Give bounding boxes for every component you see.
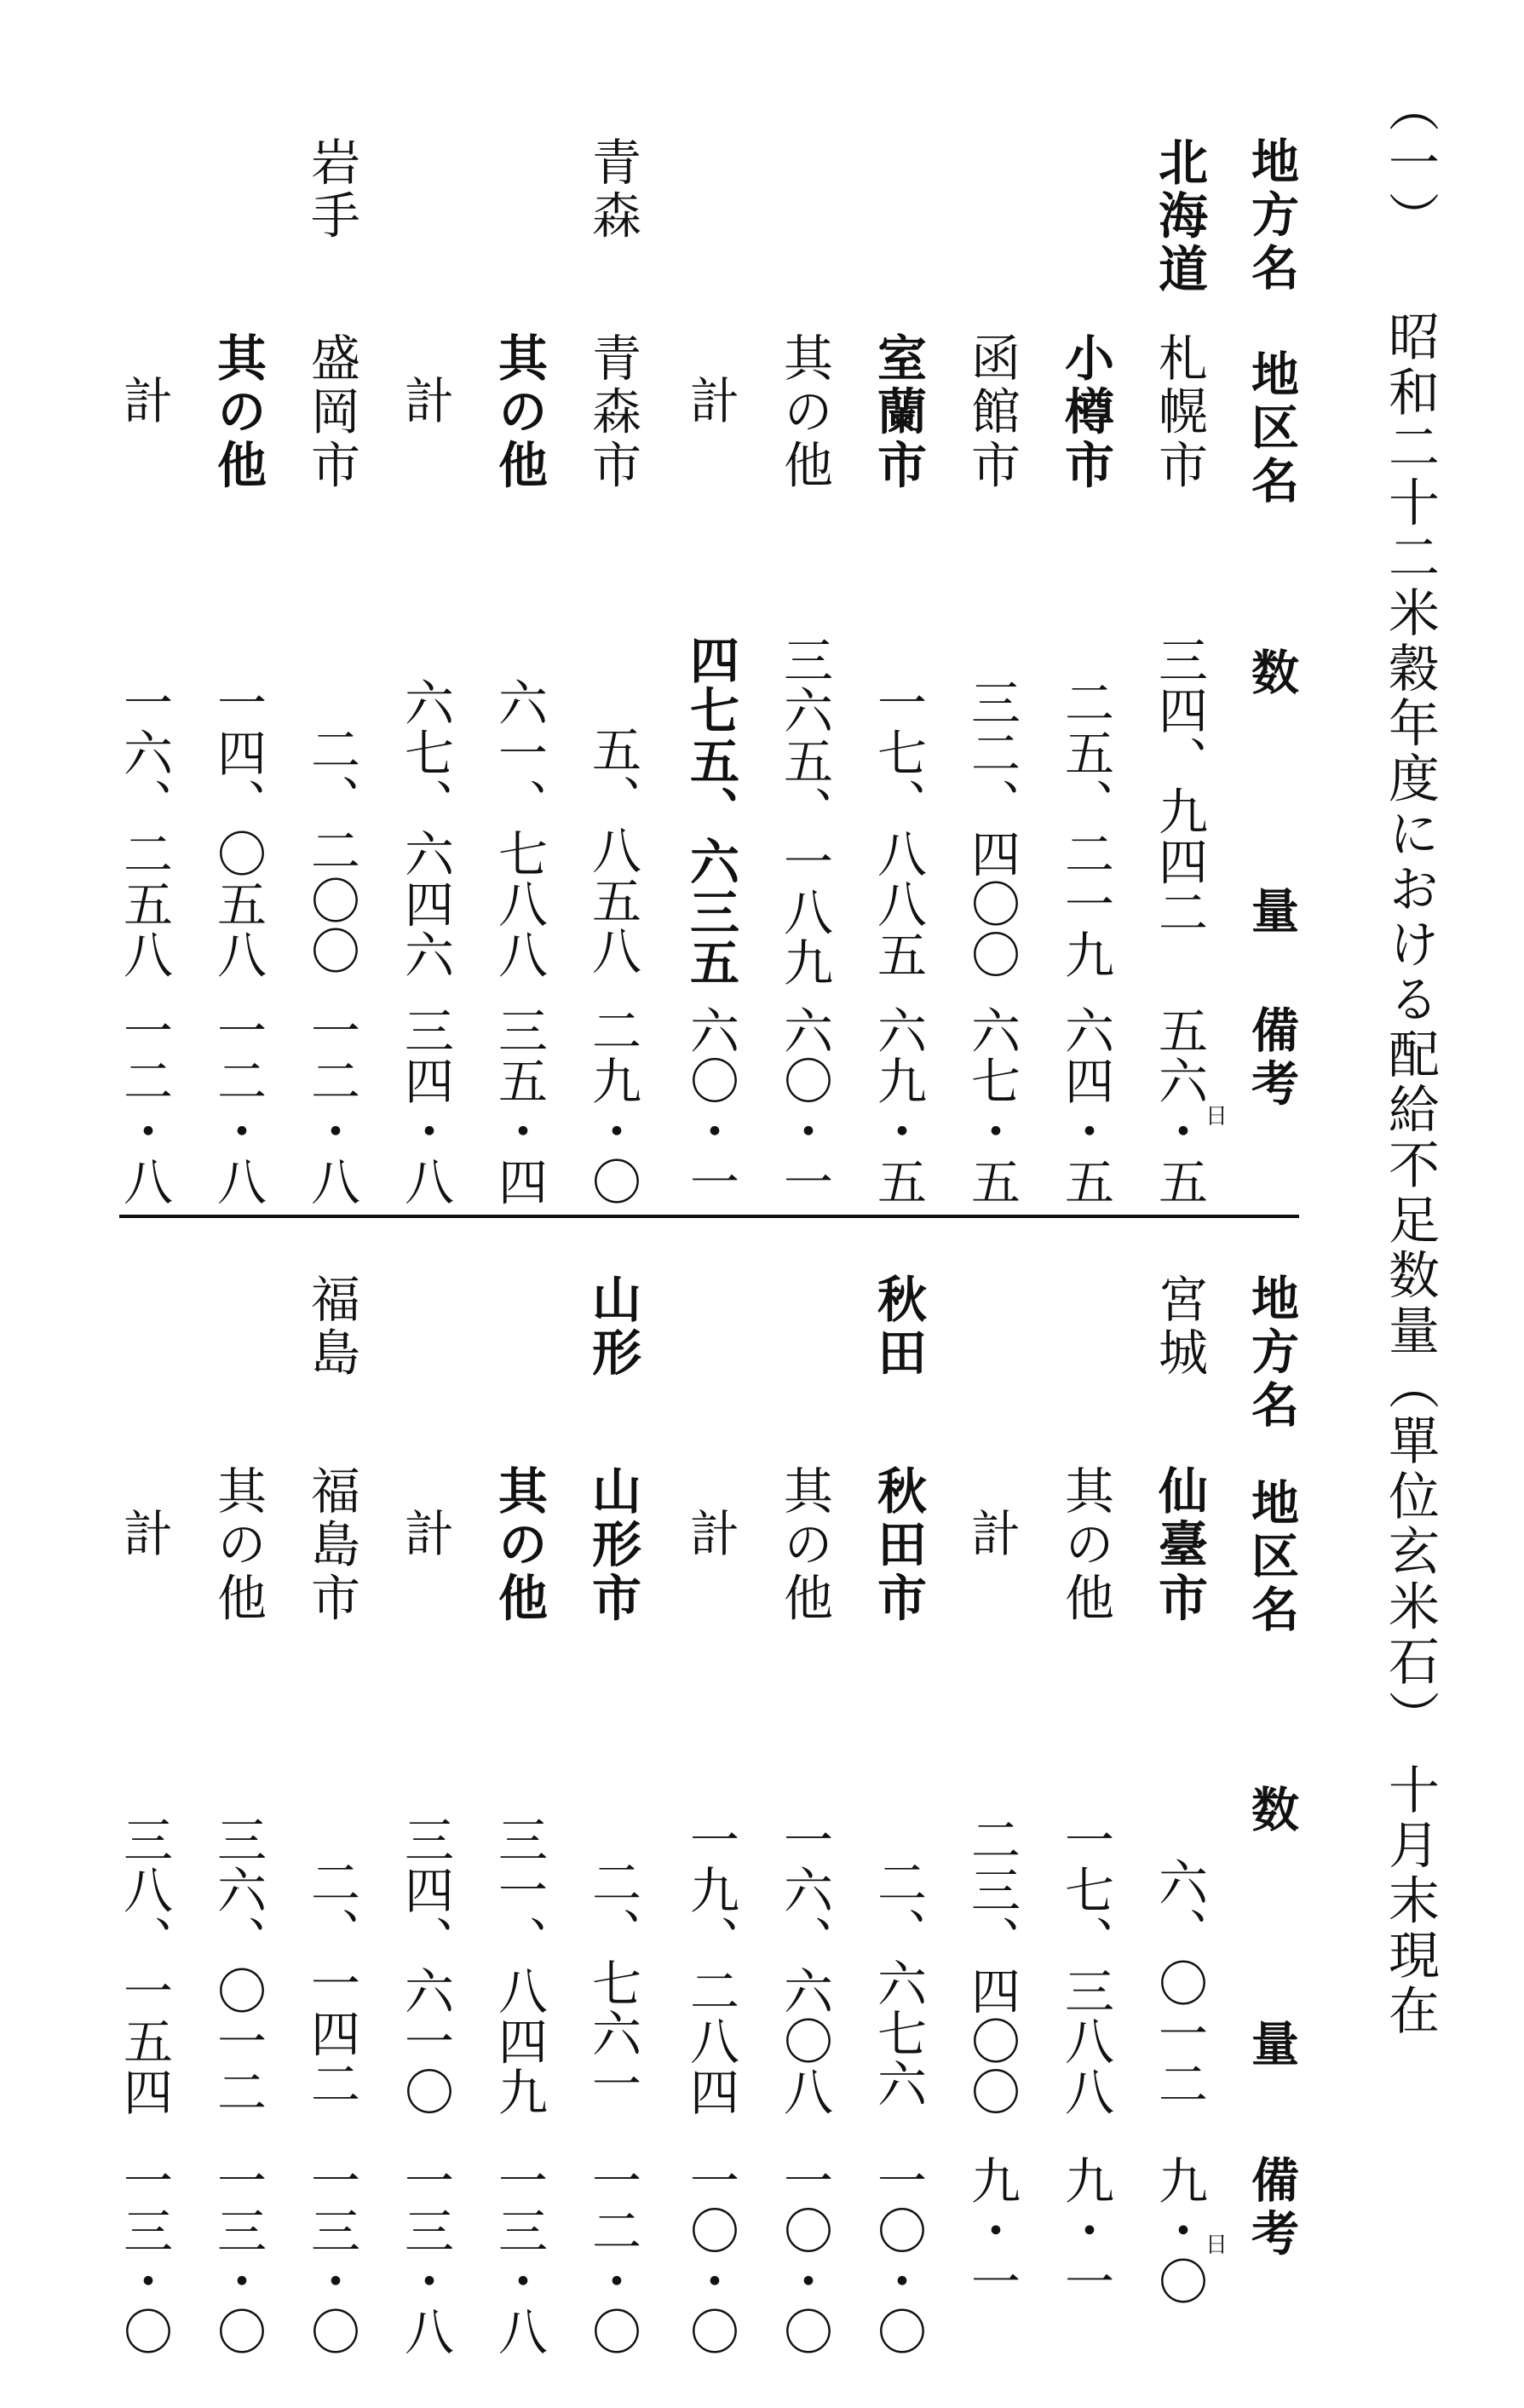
quantity-value: 一九、二八四 xyxy=(681,1814,739,2117)
remark-value: 一二・八 xyxy=(302,1005,360,1207)
quantity-header-1: 数 xyxy=(1244,1784,1300,1838)
unit-mark: 日 xyxy=(1205,1104,1228,1129)
district-name: 山形市 xyxy=(584,1465,641,1625)
region-name: 宮城 xyxy=(1150,1273,1208,1381)
quantity-value: 四七五、六三五 xyxy=(681,635,739,988)
quantity-value: 三四、九四二 xyxy=(1150,635,1208,937)
quantity-value: 一六、二五八 xyxy=(115,677,173,980)
district-name: 仙臺市 xyxy=(1150,1465,1208,1625)
quantity-value: 三二、四〇〇 xyxy=(963,677,1021,980)
district-name: 其の他 xyxy=(490,332,548,492)
district-header: 地区名 xyxy=(1244,349,1300,510)
region-name: 秋田 xyxy=(869,1273,927,1381)
remark-value: 一三・〇 xyxy=(302,2155,360,2357)
district-name: 函館市 xyxy=(963,332,1021,492)
quantity-value: 二、六七六 xyxy=(869,1857,927,2109)
quantity-value: 一四、〇五八 xyxy=(209,677,267,980)
quantity-value: 六一、七八八 xyxy=(490,677,548,980)
district-name: 小樽市 xyxy=(1056,332,1114,492)
region-name: 岩手 xyxy=(302,136,360,244)
quantity-value: 二三、四〇〇 xyxy=(963,1814,1021,2117)
remark-value: 一三・八 xyxy=(490,2155,548,2357)
remark-value: 六七・五 xyxy=(963,1005,1021,1207)
remark-value: 一二・〇 xyxy=(584,2155,641,2357)
remark-value: 九・〇 xyxy=(1150,2155,1208,2307)
quantity-value: 五、八五八 xyxy=(584,724,641,976)
remark-value: 五六・五 xyxy=(1150,1005,1208,1207)
district-name: 青森市 xyxy=(584,332,641,492)
remark-value: 一三・八 xyxy=(396,2155,454,2357)
region-name: 青森 xyxy=(584,136,641,244)
remark-value: 九・一 xyxy=(963,2155,1021,2307)
remark-value: 三四・八 xyxy=(396,1005,454,1207)
date-note: 十月末現在 xyxy=(1380,1763,1440,2039)
district-name: 其の他 xyxy=(775,1465,833,1625)
quantity-value: 三一、八四九 xyxy=(490,1814,548,2117)
quantity-value: 一六、六〇八 xyxy=(775,1814,833,2117)
district-name: 盛岡市 xyxy=(302,332,360,492)
remark-value: 一三・〇 xyxy=(209,2155,267,2357)
remark-value: 六九・五 xyxy=(869,1005,927,1207)
region-name: 福島 xyxy=(302,1273,360,1381)
total-label: 計 xyxy=(396,1508,454,1561)
district-name: 其の他 xyxy=(209,1465,267,1625)
remark-value: 六四・五 xyxy=(1056,1005,1114,1207)
district-name: 秋田市 xyxy=(869,1465,927,1625)
remarks-header: 備考 xyxy=(1244,2155,1300,2262)
quantity-value: 二、一四二 xyxy=(302,1857,360,2109)
region-header: 地方名 xyxy=(1244,1273,1300,1434)
quantity-value: 六七、六四六 xyxy=(396,677,454,980)
remark-value: 六〇・一 xyxy=(775,1005,833,1207)
quantity-value: 二、七六一 xyxy=(584,1857,641,2109)
quantity-header-2: 量 xyxy=(1244,886,1300,940)
total-label: 計 xyxy=(115,1508,173,1561)
district-name: 福島市 xyxy=(302,1465,360,1625)
district-name: 其の他 xyxy=(1056,1465,1114,1625)
remark-value: 一二・八 xyxy=(209,1005,267,1207)
remark-value: 一〇・〇 xyxy=(775,2155,833,2357)
quantity-value: 三八、一五四 xyxy=(115,1814,173,2117)
total-label: 計 xyxy=(681,375,739,428)
remark-value: 六〇・一 xyxy=(681,1005,739,1207)
district-name: 其の他 xyxy=(490,1465,548,1625)
quantity-value: 一七、三八八 xyxy=(1056,1814,1114,2117)
region-name: 山形 xyxy=(584,1273,641,1381)
region-header: 地方名 xyxy=(1244,136,1300,297)
total-label: 計 xyxy=(396,375,454,428)
unit-mark: 日 xyxy=(1205,2233,1228,2258)
remark-value: 一〇・〇 xyxy=(869,2155,927,2357)
remark-value: 九・一 xyxy=(1056,2155,1114,2307)
section-divider xyxy=(119,1215,1299,1218)
district-name: 其の他 xyxy=(209,332,267,492)
remark-value: 三五・四 xyxy=(490,1005,548,1207)
remark-value: 二九・〇 xyxy=(584,1005,641,1207)
total-label: 計 xyxy=(115,375,173,428)
quantity-value: 三四、六一〇 xyxy=(396,1814,454,2117)
remark-value: 一二・八 xyxy=(115,1005,173,1207)
quantity-header-1: 数 xyxy=(1244,647,1300,701)
remark-value: 一〇・〇 xyxy=(681,2155,739,2357)
table-title: （一） 昭和二十二米穀年度における配給不足数量（單位玄米石） xyxy=(1380,81,1440,1745)
district-name: 札幌市 xyxy=(1150,332,1208,492)
remarks-header: 備考 xyxy=(1244,1005,1300,1112)
total-label: 計 xyxy=(681,1508,739,1561)
quantity-value: 二、二〇〇 xyxy=(302,724,360,976)
district-name: 其の他 xyxy=(775,332,833,492)
quantity-value: 三六、〇一二 xyxy=(209,1814,267,2117)
quantity-value: 三六五、一八九 xyxy=(775,635,833,988)
district-header: 地区名 xyxy=(1244,1478,1300,1639)
total-label: 計 xyxy=(963,1508,1021,1561)
region-name: 北海道 xyxy=(1150,136,1208,296)
quantity-value: 六、〇一二 xyxy=(1150,1857,1208,2109)
remark-value: 一三・〇 xyxy=(115,2155,173,2357)
quantity-header-2: 量 xyxy=(1244,2019,1300,2072)
district-name: 室蘭市 xyxy=(869,332,927,492)
quantity-value: 二五、二一九 xyxy=(1056,677,1114,980)
quantity-value: 一七、八八五 xyxy=(869,677,927,980)
